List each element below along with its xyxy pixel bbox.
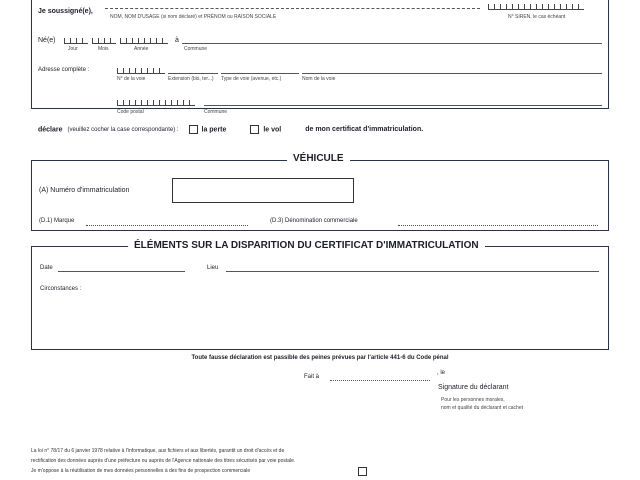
year-caption: Année — [134, 46, 149, 52]
done-at-field[interactable] — [330, 380, 430, 381]
registration-label: (A) Numéro d'immatriculation — [39, 187, 130, 194]
date-on-label: , le — [437, 370, 446, 376]
day-caption: Jour — [68, 46, 78, 52]
name-field[interactable] — [105, 8, 480, 9]
birth-commune-caption: Commune — [184, 46, 208, 52]
street-number-field[interactable] — [117, 68, 165, 74]
date-field[interactable] — [58, 271, 185, 272]
birth-month-field[interactable] — [92, 38, 116, 44]
undersigned-label: Je soussigné(e), — [38, 8, 93, 15]
theft-label: le vol — [263, 126, 282, 134]
street-name-field[interactable] — [302, 73, 602, 74]
postal-code-field[interactable] — [117, 100, 195, 106]
birth-day-field[interactable] — [64, 38, 88, 44]
postal-code-caption: Code postal — [117, 109, 144, 115]
law-line-1: La loi n° 78/17 du 6 janvier 1978 relative à l'informatique, aux fichiers et aux libertés, garantit un droit d'accès et de — [31, 448, 285, 454]
model-field[interactable] — [398, 225, 598, 226]
siren-caption: N° SIREN, le cas échéant — [508, 14, 566, 20]
signature-label: Signature du déclarant — [438, 384, 509, 391]
circumstances-label: Circonstances : — [40, 286, 82, 292]
siren-field[interactable] — [488, 4, 584, 10]
done-at-label: Fait à — [304, 374, 320, 380]
extension-field[interactable] — [168, 73, 218, 74]
place-label: Lieu — [207, 265, 219, 271]
name-caption: NOM, NOM D'USAGE (si nom déclaré) et PRÉNOM ou RAISON SOCIALE — [110, 14, 277, 20]
model-label: (D.3) Dénomination commerciale — [270, 218, 358, 224]
place-field[interactable] — [226, 271, 599, 272]
born-label: Né(e) — [38, 37, 56, 44]
make-label: (D.1) Marque — [39, 218, 75, 224]
law-line-2: rectification des données auprès d'une préfecture ou auprès de l'Agence nationale des titres sécurisés par voie postale. — [31, 458, 296, 464]
commune-caption: Commune — [204, 109, 228, 115]
street-number-caption: N° de la voie — [117, 76, 146, 82]
opt-out-checkbox[interactable] — [358, 467, 367, 476]
disappearance-title: ÉLÉMENTS SUR LA DISPARITION DU CERTIFICAT D'IMMATRICULATION — [128, 240, 485, 251]
street-name-caption: Nom de la voie — [302, 76, 336, 82]
circumstances-area[interactable] — [100, 284, 600, 344]
theft-checkbox[interactable] — [250, 125, 259, 134]
at-label: à — [175, 37, 179, 44]
extension-caption: Extension (bis, ter...) — [168, 76, 214, 82]
declare-label: déclare — [38, 126, 63, 134]
date-label: Date — [40, 265, 53, 271]
vehicle-title: VÉHICULE — [287, 153, 350, 164]
birth-year-field[interactable] — [120, 38, 168, 44]
law-line-3: Je m'oppose à la réutilisation de mes données personnelles à des fins de prospection commerciale — [31, 468, 251, 474]
month-caption: Mois — [98, 46, 109, 52]
false-declaration-warning: Toute fausse déclaration est passible des peines prévues par l'article 441-6 du Code pénal — [191, 355, 449, 361]
declare-hint: (veuillez cocher la case correspondante) : — [67, 127, 179, 134]
signature-note-1: Pour les personnes morales, — [441, 397, 505, 403]
commune-field[interactable] — [204, 105, 602, 106]
make-field[interactable] — [86, 225, 248, 226]
declare-row — [38, 125, 423, 134]
address-label: Adresse complète : — [38, 67, 90, 73]
birth-place-field[interactable] — [182, 43, 602, 44]
signature-area[interactable] — [438, 414, 598, 442]
street-type-field[interactable] — [221, 73, 299, 74]
loss-checkbox[interactable] — [189, 125, 198, 134]
loss-label: la perte — [201, 126, 227, 134]
street-type-caption: Type de voie (avenue, etc.) — [221, 76, 282, 82]
declare-suffix: de mon certificat d'immatriculation. — [305, 126, 424, 134]
registration-input[interactable] — [172, 178, 354, 203]
signature-note-2: nom et qualité du déclarant et cachet — [441, 405, 523, 411]
